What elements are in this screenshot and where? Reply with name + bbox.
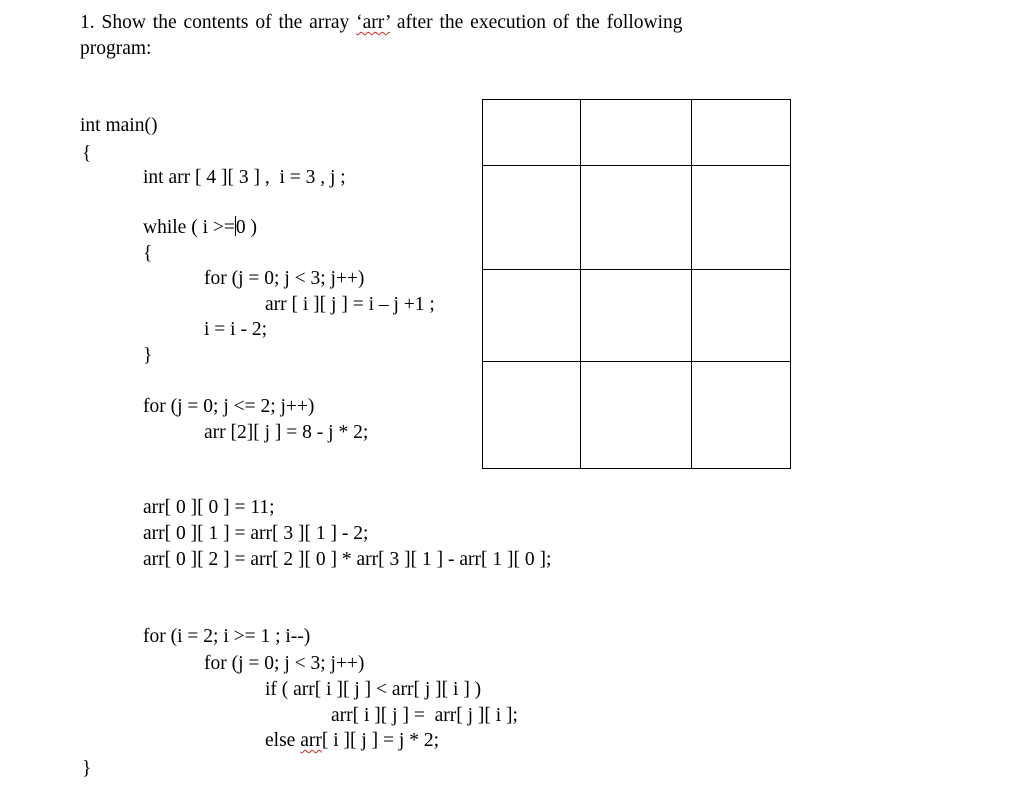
answer-cell[interactable] xyxy=(581,100,692,166)
code-else-array-name: arr xyxy=(300,730,322,751)
code-then-line: arr[ i ][ j ] = arr[ j ][ i ]; xyxy=(331,705,518,726)
question-number: 1. xyxy=(80,12,95,33)
answer-cell[interactable] xyxy=(692,362,790,468)
code-close-brace: } xyxy=(82,758,92,779)
code-decrement-i: i = i - 2; xyxy=(204,319,267,340)
code-else-keyword: else xyxy=(265,730,301,751)
code-assign-2: arr [2][ j ] = 8 - j * 2; xyxy=(204,422,369,443)
answer-cell[interactable] xyxy=(581,270,692,362)
answer-cell[interactable] xyxy=(483,362,581,468)
code-for-i-loop: for (i = 2; i >= 1 ; i--) xyxy=(143,626,311,647)
code-if-line: if ( arr[ i ][ j ] < arr[ j ][ i ] ) xyxy=(265,679,482,700)
answer-grid xyxy=(482,99,791,469)
code-while-close-brace: } xyxy=(143,345,153,366)
answer-cell[interactable] xyxy=(483,270,581,362)
answer-cell[interactable] xyxy=(692,100,790,166)
code-while-tail: 0 ) xyxy=(235,217,257,238)
question-text-before: Show the contents of the array xyxy=(101,12,357,33)
code-open-brace: { xyxy=(82,143,92,164)
answer-cell[interactable] xyxy=(483,100,581,166)
answer-cell[interactable] xyxy=(581,362,692,468)
code-while-line xyxy=(143,216,257,240)
answer-cell[interactable] xyxy=(581,166,692,270)
code-else-line xyxy=(265,729,439,753)
code-while-head: while ( i >= xyxy=(143,217,235,238)
question-array-name: ‘arr’ xyxy=(356,12,391,33)
code-else-rest: [ i ][ j ] = j * 2; xyxy=(321,730,440,751)
code-statement-3: arr[ 0 ][ 2 ] = arr[ 2 ][ 0 ] * arr[ 3 ][ 1 ] - arr[ 1 ][ 0 ]; xyxy=(143,549,552,570)
code-for-j-loop-1: for (j = 0; j < 3; j++) xyxy=(204,268,365,289)
code-statement-1: arr[ 0 ][ 0 ] = 11; xyxy=(143,497,275,518)
answer-cell[interactable] xyxy=(483,166,581,270)
code-declaration: int arr [ 4 ][ 3 ] , i = 3 , j ; xyxy=(143,167,346,188)
code-for-j-loop-2: for (j = 0; j <= 2; j++) xyxy=(143,396,315,417)
question-text-after: after the execution of the following program: xyxy=(80,12,683,59)
code-main-signature: int main() xyxy=(80,115,158,136)
answer-cell[interactable] xyxy=(692,270,790,362)
answer-cell[interactable] xyxy=(692,166,790,270)
code-statement-2: arr[ 0 ][ 1 ] = arr[ 3 ][ 1 ] - 2; xyxy=(143,523,369,544)
code-while-open-brace: { xyxy=(143,243,153,264)
code-assign-1: arr [ i ][ j ] = i – j +1 ; xyxy=(265,294,435,315)
code-for-j-loop-3: for (j = 0; j < 3; j++) xyxy=(204,653,365,674)
question-text xyxy=(80,10,760,62)
